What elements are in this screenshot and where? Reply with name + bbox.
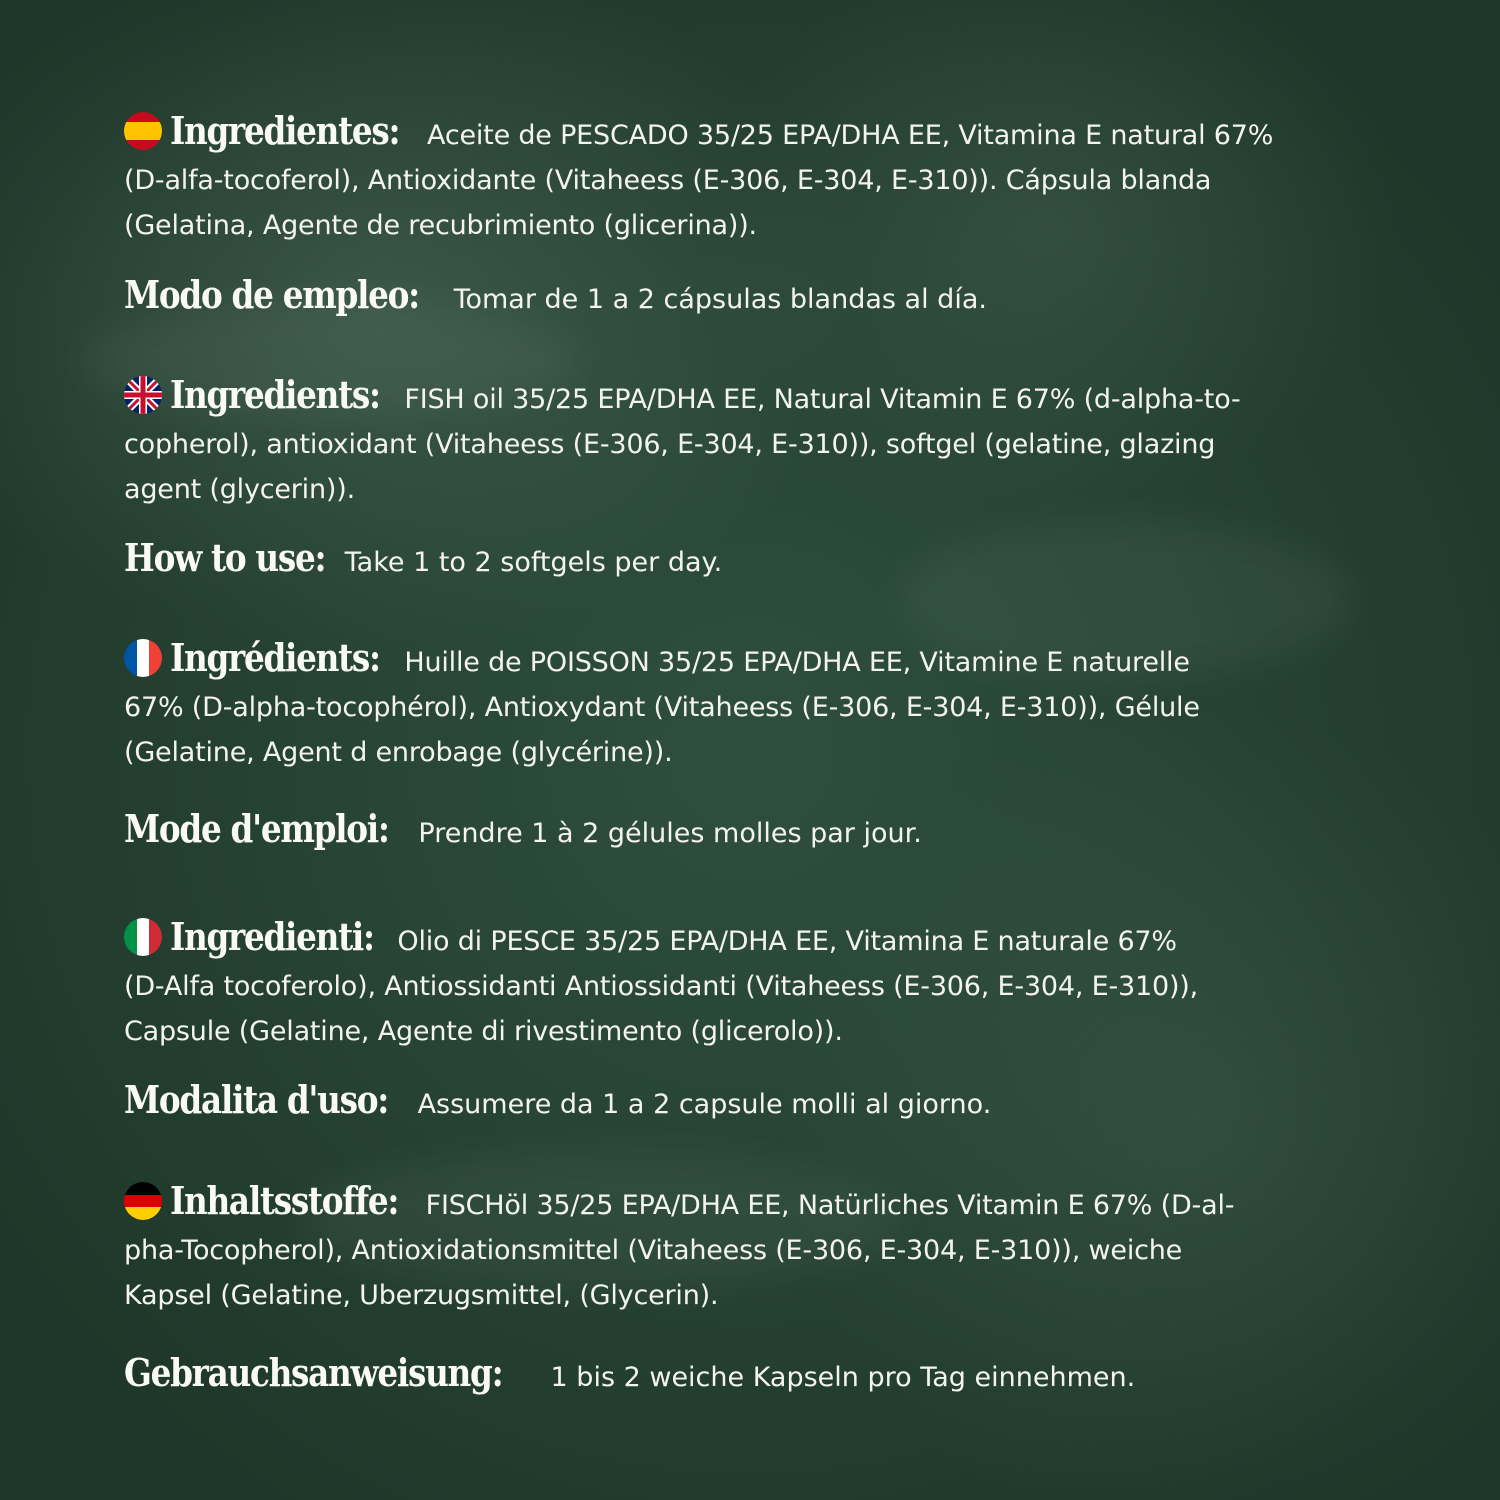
ingredients-line: (D-Alfa tocoferolo), Antiossidanti Antiossidanti (Vitaheess (E-306, E-304, E-310)), [124,971,1199,1002]
ingredients-heading: Ingredientes: [170,108,400,153]
usage-paragraph [124,1077,1374,1127]
ingredients-line: Huille de POISSON 35/25 EPA/DHA EE, Vitamine E naturelle [404,647,1190,678]
ingredients-line: 67% (D-alpha-tocophérol), Antioxydant (Vitaheess (E-306, E-304, E-310)), Gélule [124,692,1200,723]
usage-text: Take 1 to 2 softgels per day. [344,547,723,578]
usage-text: 1 bis 2 weiche Kapseln pro Tag einnehmen. [550,1362,1136,1393]
ingredients-line: (D-alfa-tocoferol), Antioxidante (Vitaheess (E-306, E-304, E-310)). Cápsula blanda [124,165,1212,196]
usage-italian [124,1077,1374,1127]
ingredients-line: FISCHöl 35/25 EPA/DHA EE, Natürliches Vitamin E 67% (D-al- [425,1190,1235,1221]
ingredients-line: agent (glycerin)). [124,474,355,505]
ingredients-line: Capsule (Gelatine, Agente di rivestimento (glicerolo)). [124,1016,843,1047]
ingredients-heading: Inhaltsstoffe: [170,1178,399,1223]
section-italian [124,914,1374,1054]
usage-spanish [124,272,1374,322]
ingredients-heading: Ingredients: [170,372,380,417]
section-spanish [124,108,1374,248]
ingredients-line: (Gelatine, Agent d enrobage (glycérine)). [124,737,673,768]
ingredients-paragraph [124,372,1374,512]
ingredients-line: copherol), antioxidant (Vitaheess (E-306, E-304, E-310)), softgel (gelatine, glazing [124,429,1216,460]
ingredients-paragraph [124,1178,1374,1318]
spain-flag-icon [124,112,162,150]
ingredients-heading: Ingrédients: [170,635,380,680]
ingredients-line: Kapsel (Gelatine, Uberzugsmittel, (Glycerin). [124,1280,719,1311]
usage-french [124,806,1374,856]
ingredients-line: (Gelatina, Agente de recubrimiento (glicerina)). [124,210,757,241]
france-flag-icon [124,639,162,677]
usage-german [124,1350,1374,1400]
ingredients-paragraph [124,108,1374,248]
uk-flag-icon [124,376,162,414]
usage-paragraph [124,806,1374,856]
ingredients-line: FISH oil 35/25 EPA/DHA EE, Natural Vitamin E 67% (d-alpha-to- [404,384,1241,415]
usage-text: Assumere da 1 a 2 capsule molli al giorno. [417,1089,992,1120]
usage-paragraph [124,1350,1374,1400]
ingredients-paragraph [124,635,1374,775]
usage-heading: How to use: [124,535,326,580]
usage-heading: Gebrauchsanweisung: [124,1350,503,1395]
germany-flag-icon [124,1182,162,1220]
ingredients-paragraph [124,914,1374,1054]
section-german [124,1178,1374,1318]
italy-flag-icon [124,918,162,956]
usage-heading: Modo de empleo: [124,272,419,317]
usage-english [124,535,1374,585]
section-english [124,372,1374,512]
ingredients-heading: Ingredienti: [170,914,374,959]
usage-heading: Modalita d'uso: [124,1077,389,1122]
ingredients-line: pha-Tocopherol), Antioxidationsmittel (Vitaheess (E-306, E-304, E-310)), weiche [124,1235,1183,1266]
label-board [124,0,1384,1500]
section-french [124,635,1374,775]
usage-paragraph [124,272,1374,322]
usage-paragraph [124,535,1374,585]
ingredients-line: Aceite de PESCADO 35/25 EPA/DHA EE, Vitamina E natural 67% [427,120,1274,151]
usage-text: Tomar de 1 a 2 cápsulas blandas al día. [453,284,987,315]
ingredients-line: Olio di PESCE 35/25 EPA/DHA EE, Vitamina E naturale 67% [397,926,1177,957]
usage-heading: Mode d'emploi: [124,806,389,851]
usage-text: Prendre 1 à 2 gélules molles par jour. [418,818,922,849]
